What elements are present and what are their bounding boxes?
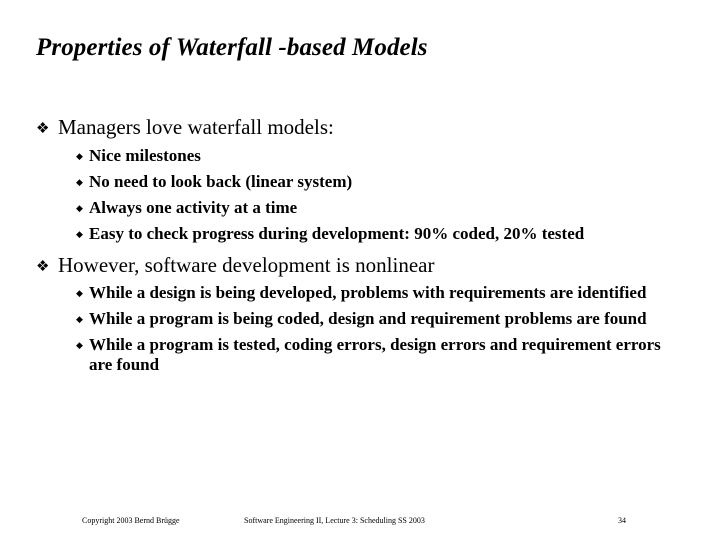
list-item-text: Nice milestones [89, 146, 201, 165]
list-item [76, 224, 679, 244]
footer-course: Software Engineering II, Lecture 3: Scheduling SS 2003 [244, 516, 425, 525]
list-item [76, 172, 679, 192]
list-item-text: Always one activity at a time [89, 198, 298, 217]
diamond-small-bullet-icon: ◆ [76, 229, 83, 239]
list-item [76, 146, 679, 166]
diamond-bullet-icon: ❖ [36, 121, 50, 137]
bullet-nonlinear [36, 254, 434, 278]
list-item [76, 283, 679, 303]
list-item [76, 198, 679, 218]
bullet-managers [36, 116, 334, 140]
diamond-small-bullet-icon: ◆ [76, 203, 83, 213]
diamond-small-bullet-icon: ◆ [76, 151, 83, 161]
list-item-text: No need to look back (linear system) [89, 172, 353, 191]
list-item-text: While a program is being coded, design and requirement problems are found [89, 309, 647, 328]
list-item-text: Easy to check progress during development: 90% coded, 20% tested [89, 224, 585, 243]
sub-list-nonlinear [76, 283, 679, 375]
footer-copyright: Copyright 2003 Bernd Brügge [82, 516, 180, 525]
list-item-text: While a program is tested, coding errors, design errors and requirement errors are found [89, 335, 661, 374]
diamond-bullet-icon: ❖ [36, 259, 50, 275]
list-item [76, 335, 679, 375]
footer-page-number: 34 [618, 516, 626, 525]
bullet-text: However, software development is nonlinear [58, 253, 435, 277]
diamond-small-bullet-icon: ◆ [76, 288, 83, 298]
diamond-small-bullet-icon: ◆ [76, 177, 83, 187]
list-item [76, 309, 679, 329]
sub-list-managers [76, 146, 679, 244]
diamond-small-bullet-icon: ◆ [76, 340, 83, 350]
list-item-text: While a design is being developed, problems with requirements are identified [89, 283, 647, 302]
slide-title: Properties of Waterfall -based Models [36, 34, 428, 61]
diamond-small-bullet-icon: ◆ [76, 314, 83, 324]
bullet-text: Managers love waterfall models: [58, 115, 334, 139]
